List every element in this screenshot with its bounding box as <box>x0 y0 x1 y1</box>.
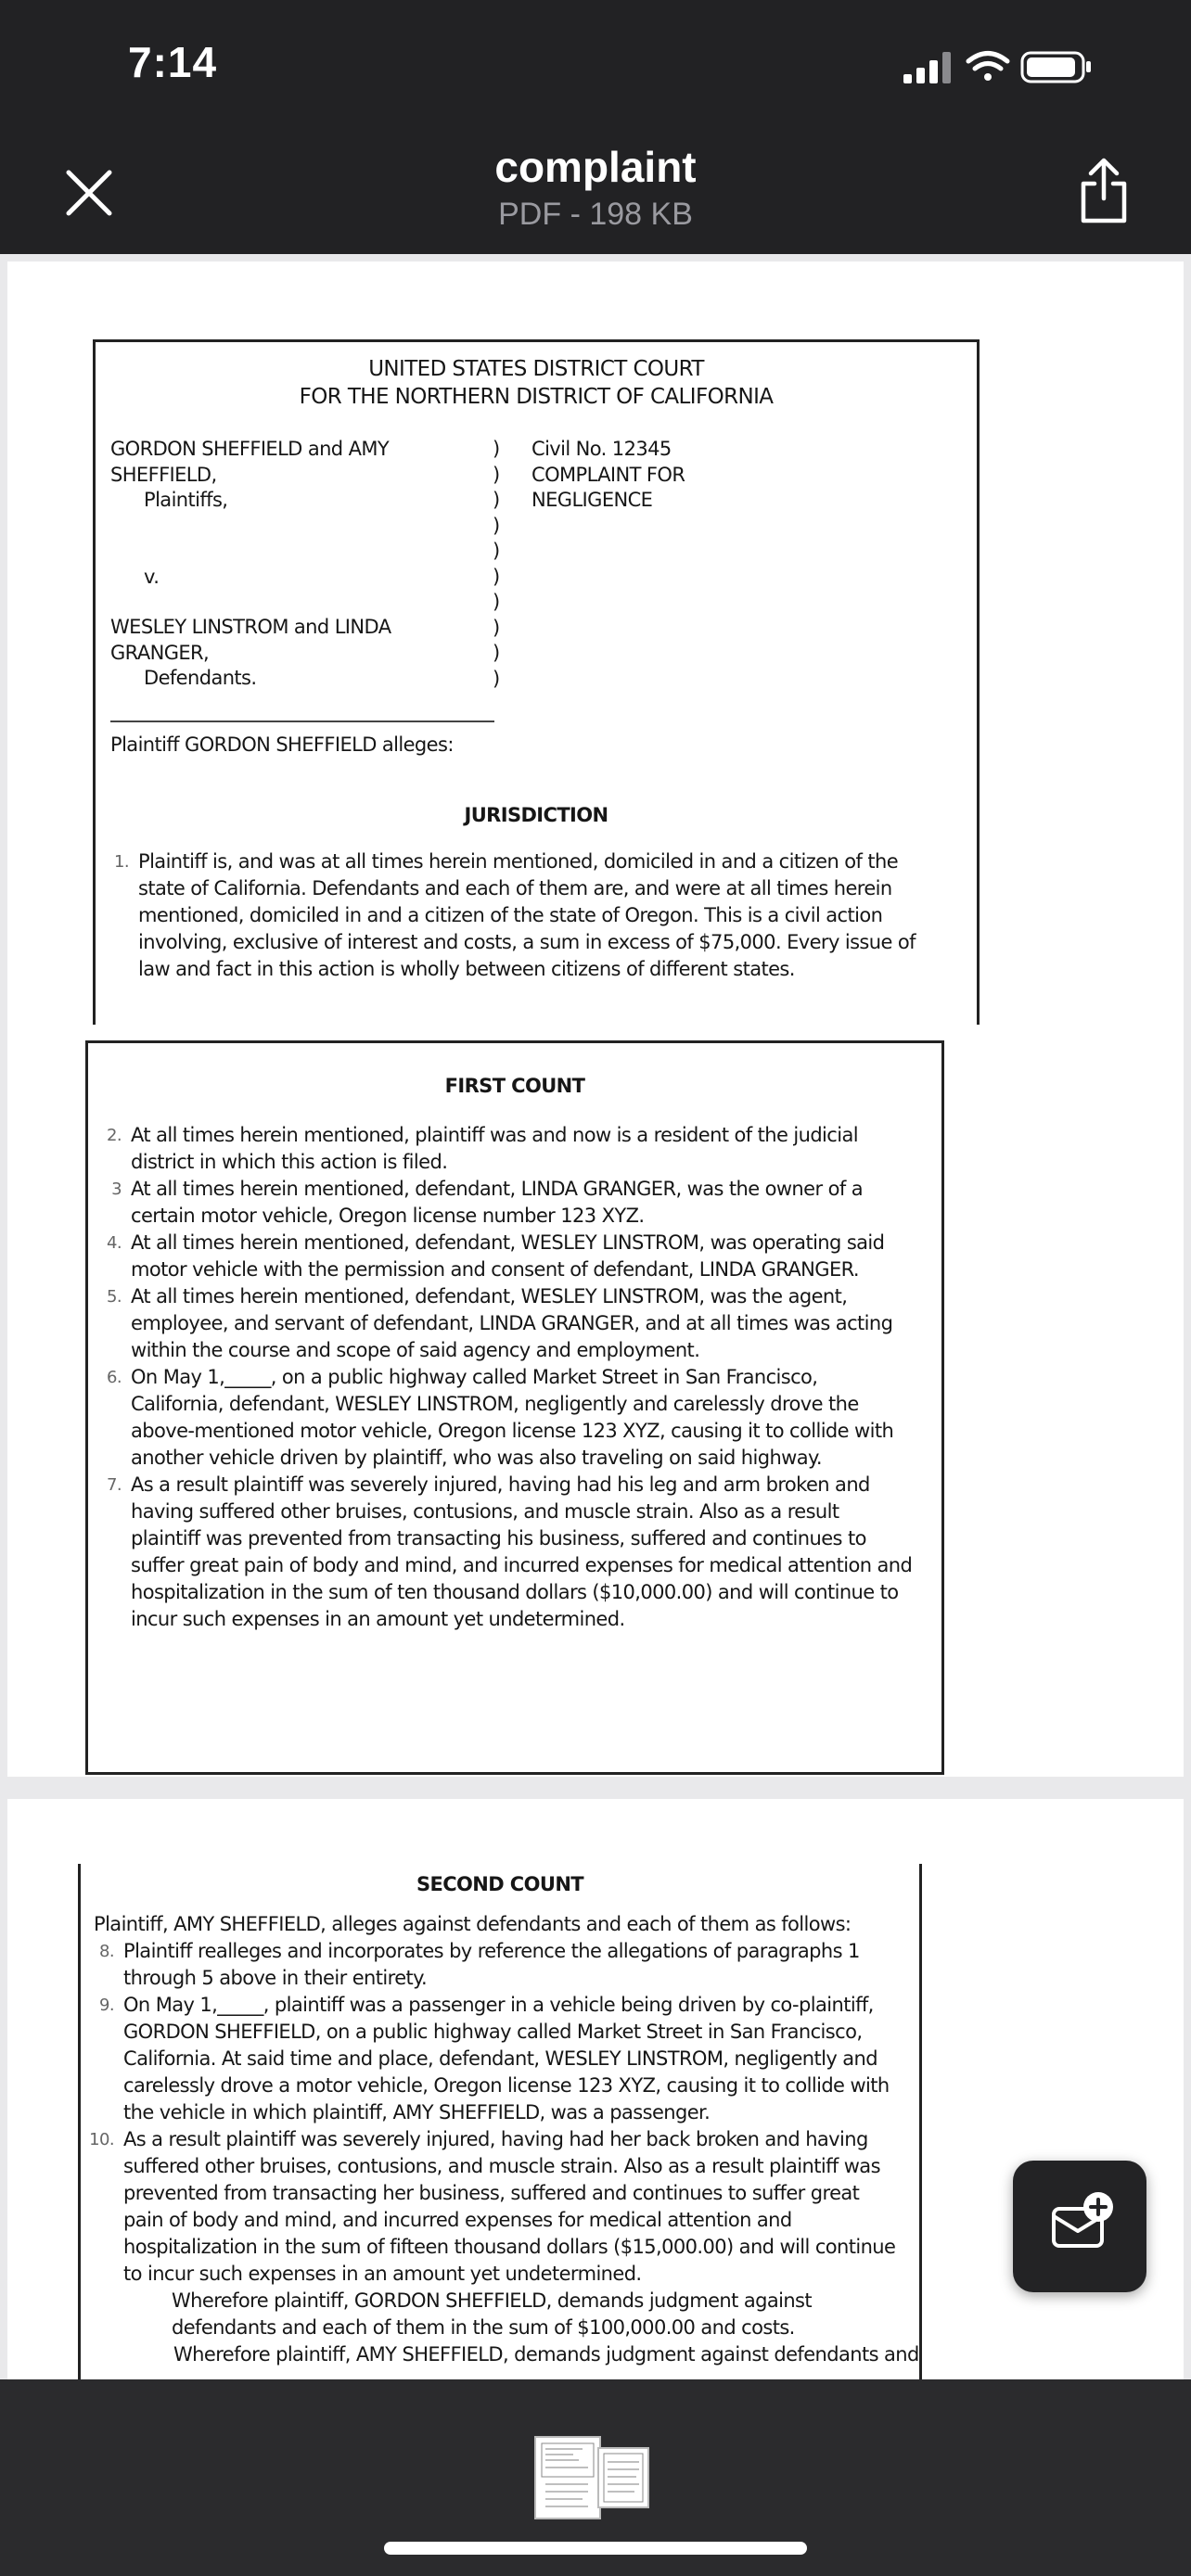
document-title: complaint <box>494 143 697 191</box>
court-district: FOR THE NORTHERN DISTRICT OF CALIFORNIA <box>299 385 774 409</box>
versus-label: v. <box>144 565 160 588</box>
numbered-paragraph <box>84 1364 914 1472</box>
wifi-icon <box>968 54 1007 82</box>
paragraph-number: 8. <box>99 1942 114 1961</box>
caption-divider <box>110 721 494 722</box>
thumbnail-preview-1 <box>536 2438 599 2518</box>
court-name: UNITED STATES DISTRICT COURT <box>368 357 704 381</box>
home-indicator <box>384 2542 807 2555</box>
share-button[interactable] <box>1074 156 1133 226</box>
paragraph-text: At all times herein mentioned, plaintiff was and now is a resident of the judicial district in which this action is filed. <box>131 1124 858 1173</box>
paragraph-text: At all times herein mentioned, defendant, WESLEY LINSTROM, was the agent, employee, and servant of defendant, LINDA GRANGER, and at all times was acting within the course and scope of said agency and employment. <box>131 1285 893 1361</box>
plaintiffs-role: Plaintiffs, <box>144 489 228 511</box>
numbered-paragraph <box>84 1176 914 1230</box>
parties-block <box>110 437 444 692</box>
mail-add-icon <box>1013 2161 1146 2292</box>
first-count-list <box>88 1122 941 1633</box>
battery-icon <box>1022 53 1091 82</box>
title-block <box>0 141 1191 236</box>
thumbnail-preview-2 <box>599 2449 647 2506</box>
numbered-paragraph <box>84 1230 914 1283</box>
share-icon <box>1074 156 1133 226</box>
status-icons <box>903 48 1117 85</box>
defendants-name-cont: GRANGER, <box>110 641 210 664</box>
paragraph-number: 2. <box>107 1126 122 1145</box>
thumbnail-page-1[interactable] <box>534 2436 601 2519</box>
paragraph-number: 1. <box>114 852 129 872</box>
paragraph-text: Plaintiff realleges and incorporates by reference the allegations of paragraphs 1 through 5 above in their entirety. <box>123 1940 860 1989</box>
paragraph-text: On May 1,_____, plaintiff was a passenger in a vehicle being driven by co-plaintiff, GORDON SHEFFIELD, on a public highway called Market Street in San Francisco, California. At said time and place, defendant, WESLEY LINSTROM, negligently and carelessly drove a motor vehicle, Oregon license 123 XYZ, causing it to collide with the vehicle in which plaintiff, AMY SHEFFIELD, was a passenger. <box>123 1994 890 2123</box>
caption-parentheses: ) ) ) ) ) ) ) ) ) ) <box>493 438 500 690</box>
paragraph-number: 7. <box>107 1475 122 1495</box>
second-count-box <box>78 1864 922 2379</box>
paragraph-number: 4. <box>107 1233 122 1253</box>
caption-box <box>93 339 980 1025</box>
paragraph-text: At all times herein mentioned, defendant, WESLEY LINSTROM, was operating said motor vehicle with the permission and consent of defendant, LINDA GRANGER. <box>131 1231 885 1281</box>
plaintiffs-name-cont: SHEFFIELD, <box>110 463 217 486</box>
wherefore-gordon <box>81 2288 901 2341</box>
second-count-heading: SECOND COUNT <box>416 1873 584 1895</box>
wherefore-text: Wherefore plaintiff, GORDON SHEFFIELD, demands judgment against defendants and each of them in the sum of $100,000.00 and costs. <box>172 2289 813 2339</box>
numbered-paragraph <box>84 1283 914 1364</box>
numbered-paragraph <box>77 1938 901 1992</box>
pdf-page-2 <box>7 1799 1184 2379</box>
paragraph-text: Plaintiff is, and was at all times herein mentioned, domiciled in and a citizen of the state of California. Defendants and each of them are, and were at all times herein mentioned, domiciled in and a citizen of the state of Oregon. This is a civil action involving, exclusive of interest and costs, a sum in excess of $75,000. Every issue of law and fact in this action is wholly between citizens of different states. <box>138 850 916 980</box>
jurisdiction-heading: JURISDICTION <box>464 804 608 826</box>
defendants-role: Defendants. <box>144 667 257 689</box>
mail-add-button[interactable] <box>1013 2161 1146 2292</box>
paragraph-number: 6. <box>107 1368 122 1387</box>
paragraph-number: 5. <box>107 1287 122 1307</box>
thumbnail-page-2[interactable] <box>597 2447 649 2508</box>
numbered-paragraph <box>84 1472 914 1633</box>
second-count-list <box>81 1938 919 2288</box>
first-count-heading: FIRST COUNT <box>444 1075 585 1097</box>
paragraph-number: 9. <box>99 1996 114 2015</box>
paragraph-number: 10. <box>89 2130 114 2149</box>
paragraph-text: As a result plaintiff was severely injured, having had his leg and arm broken and having suffered other bruises, contusions, and muscle strain. Also as a result plaintiff was prevented from transacting his business, suffered and continues to suffer great pain of body and mind, and incurred expenses for medical attention and hospitalization in the sum of ten thousand dollars ($10,000.00) and will continue to incur such expenses in an amount yet undetermined. <box>131 1473 913 1630</box>
nav-bar <box>0 130 1191 254</box>
case-info <box>531 437 685 514</box>
paragraph-1 <box>92 848 940 983</box>
numbered-paragraph <box>77 1992 901 2126</box>
paragraph-text: On May 1,_____, on a public highway called Market Street in San Francisco, California, defendant, WESLEY LINSTROM, negligently and carelessly drove the above-mentioned motor vehicle, Oregon license 123 XYZ, causing it to collide with another vehicle driven by plaintiff, who was also traveling on said highway. <box>131 1366 894 1469</box>
numbered-paragraph <box>84 1122 914 1176</box>
pdf-page-1 <box>7 261 1184 1777</box>
document-subtitle: PDF - 198 KB <box>498 197 693 232</box>
signal-icon <box>903 52 951 83</box>
civil-number: Civil No. 12345 <box>531 438 672 460</box>
defendants-name: WESLEY LINSTROM and LINDA <box>110 616 391 638</box>
plaintiffs-name: GORDON SHEFFIELD and AMY <box>110 438 390 460</box>
status-time: 7:14 <box>128 38 218 86</box>
paragraph-text: At all times herein mentioned, defendant, LINDA GRANGER, was the owner of a certain motor vehicle, Oregon license number 123 XYZ. <box>131 1178 863 1227</box>
alleges-line: Plaintiff GORDON SHEFFIELD alleges: <box>110 733 454 756</box>
wherefore-amy: Wherefore plaintiff, AMY SHEFFIELD, demands judgment against defendants and <box>173 2343 919 2366</box>
second-count-intro: Plaintiff, AMY SHEFFIELD, alleges against defendants and each of them as follows: <box>94 1913 852 1935</box>
complaint-type: COMPLAINT FOR <box>531 463 685 486</box>
first-count-box <box>85 1040 944 1775</box>
pdf-viewer[interactable] <box>0 254 1191 2379</box>
numbered-paragraph <box>77 2126 901 2288</box>
paragraph-number: 3 <box>111 1180 122 1199</box>
complaint-type-cont: NEGLIGENCE <box>531 489 653 511</box>
paragraph-text: As a result plaintiff was severely injured, having had her back broken and having suffered other bruises, contusions, and muscle strain. Also as a result plaintiff was prevented from transacting her business, suffered and continues to suffer great pain of body and mind, and incurred expenses for medical attention and hospitalization in the sum of fifteen thousand dollars ($15,000.00) and will continue to incur such expenses in an amount yet undetermined. <box>123 2128 896 2285</box>
status-bar <box>0 0 1191 130</box>
